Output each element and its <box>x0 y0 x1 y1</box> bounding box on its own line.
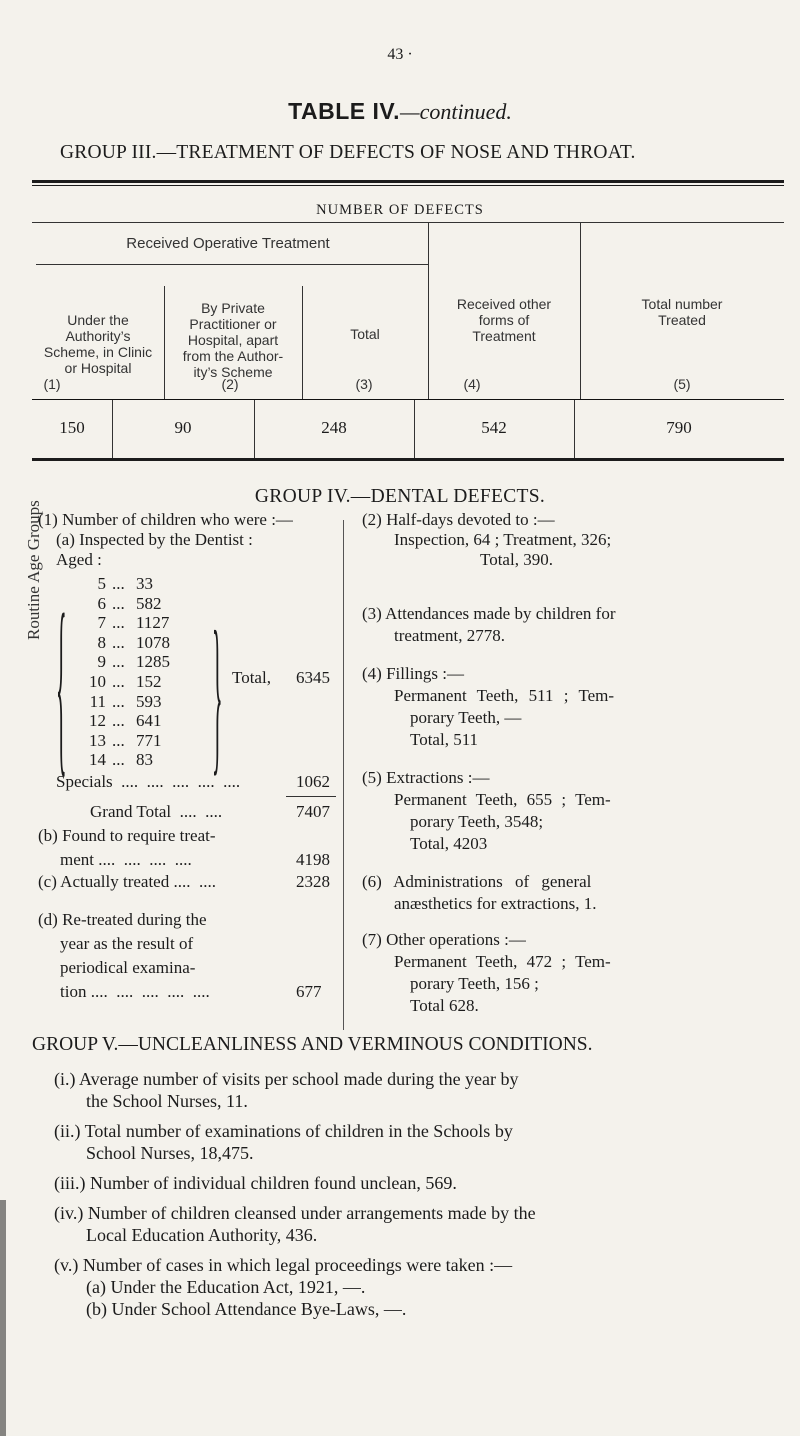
age-leader-dots: ... <box>112 593 125 613</box>
fillings-line-1: (4) Fillings :— <box>362 664 465 683</box>
g5-item-2-line-2: School Nurses, 18,475. <box>86 1143 254 1163</box>
age-total-brace: } <box>212 592 223 792</box>
fillings-line-3: porary Teeth, — <box>410 708 522 727</box>
group3-title: GROUP III.—TREATMENT OF DEFECTS OF NOSE AND THROAT. <box>60 142 636 163</box>
age-count: 1127 <box>136 613 170 633</box>
extractions-line-4: Total, 4203 <box>410 834 488 853</box>
age-count: 1078 <box>136 632 170 652</box>
table-title-suffix: —continued. <box>400 99 512 124</box>
col3-number: (3) <box>355 376 373 392</box>
dental-item1a-label: (a) Inspected by the Dentist : <box>56 530 253 549</box>
age-leader-dots: ... <box>112 574 125 593</box>
age-value: 13 <box>89 730 106 750</box>
anaesthetics-line-1: (6) Administrations of general <box>362 872 592 891</box>
column-divider-3 <box>302 286 303 400</box>
age-value: 14 <box>89 750 106 770</box>
fillings-line-2: Permanent Teeth, 511 ; Tem- <box>394 686 615 705</box>
found-require-value: 4198 <box>296 850 330 869</box>
operative-subrule <box>36 264 428 265</box>
table-title <box>0 98 800 125</box>
extractions-line-3: porary Teeth, 3548; <box>410 812 544 831</box>
age-count: 33 <box>136 574 153 593</box>
col5-number: (5) <box>673 376 691 392</box>
grand-total-label: Grand Total .... .... <box>90 802 223 821</box>
retreated-value: 677 <box>296 982 322 1001</box>
half-days-line-2: Inspection, 64 ; Treatment, 326; <box>394 530 612 549</box>
attendances-line-2: treatment, 2778. <box>394 626 505 645</box>
age-value: 8 <box>97 632 106 652</box>
age-value: 6 <box>97 593 106 613</box>
age-count: 582 <box>136 593 162 613</box>
anaesthetics-line-2: anæsthetics for extractions, 1. <box>394 894 597 913</box>
g5-item-5-line-3: (b) Under School Attendance Bye-Laws, —. <box>86 1299 407 1319</box>
col5-header: Total number Treated <box>641 296 723 328</box>
extractions-line-2: Permanent Teeth, 655 ; Tem- <box>394 790 611 809</box>
g5-item-5-line-2: (a) Under the Education Act, 1921, —. <box>86 1277 366 1297</box>
other-ops-line-4: Total 628. <box>410 996 479 1015</box>
g5-item-3: (iii.) Number of individual children found unclean, 569. <box>54 1173 457 1193</box>
g5-item-2-line-1: (ii.) Total number of examinations of children in the Schools by <box>54 1121 513 1141</box>
values-rule <box>32 399 784 400</box>
scan-edge-shadow <box>0 1200 6 1436</box>
group4-title: GROUP IV.—DENTAL DEFECTS. <box>254 486 546 507</box>
value-col2: 90 <box>174 418 192 437</box>
col1-header: Under the Authority’s Scheme, in Clinic or Hospital <box>43 312 153 376</box>
retreated-line-3: periodical examina- <box>60 958 196 977</box>
age-value: 10 <box>89 672 106 691</box>
g5-item-1-line-2: the School Nurses, 11. <box>86 1091 248 1111</box>
age-leader-dots: ... <box>112 750 125 770</box>
specials-label: Specials .... .... .... .... .... <box>56 772 241 791</box>
col4-header: Received other forms of Treatment <box>456 296 552 344</box>
age-value: 11 <box>89 691 106 711</box>
age-value: 12 <box>89 711 106 731</box>
age-count: 771 <box>136 730 162 750</box>
age-count: 641 <box>136 711 162 731</box>
value-col5: 790 <box>666 418 692 437</box>
g5-item-4-line-1: (iv.) Number of children cleansed under arrangements made by the <box>54 1203 536 1223</box>
age-leader-dots: ... <box>112 632 125 652</box>
found-require-label-2: ment .... .... .... .... <box>60 850 192 869</box>
age-count: 152 <box>136 672 162 691</box>
col2-number: (2) <box>221 376 239 392</box>
col3-header: Total <box>350 326 380 342</box>
fillings-line-4: Total, 511 <box>410 730 479 749</box>
age-value: 9 <box>97 652 106 672</box>
age-value: 5 <box>97 574 106 593</box>
table-title-prefix: TABLE IV. <box>288 98 401 124</box>
age-count: 83 <box>136 750 153 770</box>
value-col3: 248 <box>321 418 347 437</box>
col4-number: (4) <box>463 376 481 392</box>
age-leader-dots: ... <box>112 652 125 672</box>
operative-treatment-header: Received Operative Treatment <box>126 235 330 252</box>
retreated-line-1: (d) Re-treated during the <box>38 910 207 929</box>
age-groups-brace: { <box>56 570 67 795</box>
age-value: 7 <box>97 613 106 633</box>
actually-treated-value: 2328 <box>296 872 330 891</box>
g5-item-1-line-1: (i.) Average number of visits per school made during the year by <box>54 1069 519 1089</box>
dental-column-divider <box>343 520 344 1030</box>
table-top-rule-thin <box>32 185 784 186</box>
other-ops-line-2: Permanent Teeth, 472 ; Tem- <box>394 952 611 971</box>
age-leader-dots: ... <box>112 730 125 750</box>
retreated-line-4: tion .... .... .... .... .... <box>60 982 210 1001</box>
half-days-line-1: (2) Half-days devoted to :— <box>362 510 555 529</box>
specials-sum-rule <box>286 796 336 797</box>
extractions-line-1: (5) Extractions :— <box>362 768 490 787</box>
actually-treated-label: (c) Actually treated .... .... <box>38 872 216 891</box>
retreated-line-2: year as the result of <box>60 934 194 953</box>
page-number: 43 · <box>387 46 413 63</box>
g5-item-4-line-2: Local Education Authority, 436. <box>86 1225 318 1245</box>
age-leader-dots: ... <box>112 691 125 711</box>
ages-total-label: Total, <box>232 668 271 687</box>
age-count: 1285 <box>136 652 170 672</box>
table-bottom-rule <box>32 458 784 461</box>
age-leader-dots: ... <box>112 711 125 731</box>
routine-age-groups-label: Routine Age Groups <box>24 500 43 640</box>
found-require-label-1: (b) Found to require treat- <box>38 826 216 845</box>
age-leader-dots: ... <box>112 613 125 633</box>
value-col4: 542 <box>481 418 507 437</box>
col2-header: By Private Practitioner or Hospital, apart from the Author- ity’s Scheme <box>182 300 284 380</box>
group5-title: GROUP V.—UNCLEANLINESS AND VERMINOUS CONDITIONS. <box>32 1034 593 1055</box>
header-rule <box>32 222 784 223</box>
attendances-line-1: (3) Attendances made by children for <box>362 604 616 623</box>
table-top-rule <box>32 180 784 183</box>
age-leader-dots: ... <box>112 672 125 691</box>
dental-item1-intro: (1) Number of children who were :— <box>38 510 293 529</box>
aged-label: Aged : <box>56 550 102 569</box>
half-days-line-3: Total, 390. <box>480 550 553 569</box>
col1-number: (1) <box>43 376 61 392</box>
other-ops-line-3: porary Teeth, 156 ; <box>410 974 539 993</box>
other-ops-line-1: (7) Other operations :— <box>362 930 526 949</box>
ages-total-value: 6345 <box>296 668 330 687</box>
grand-total-value: 7407 <box>296 802 330 821</box>
number-of-defects-label: NUMBER OF DEFECTS <box>316 202 484 218</box>
specials-value: 1062 <box>296 772 330 791</box>
age-count: 593 <box>136 691 162 711</box>
value-col1: 150 <box>59 418 85 437</box>
g5-item-5-line-1: (v.) Number of cases in which legal proceedings were taken :— <box>54 1255 513 1275</box>
